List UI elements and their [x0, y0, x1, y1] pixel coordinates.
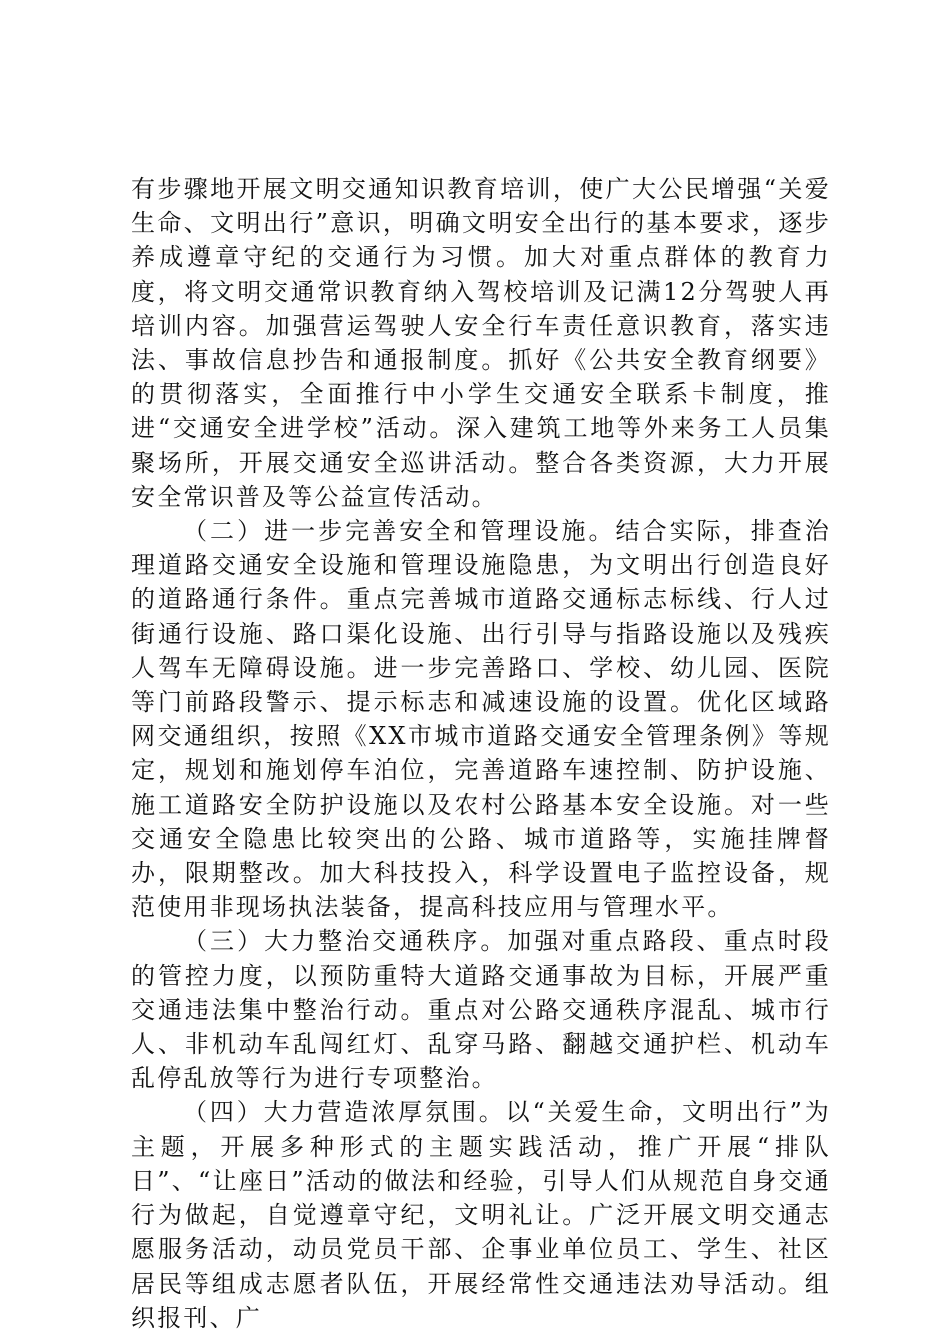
paragraph-atmosphere: （四）大力营造浓厚氛围。以“关爱生命，文明出行”为主题，开展多种形式的主题实践活动，推广开展“排队日”、“让座日”活动的做法和经验，引导人们从规范自身交通行为做起，自觉遵章守纪，文明礼让。广泛开展文明交通志愿服务活动，动员党员干部、企事业单位员工、学生、社区居民等组成志愿者队伍，开展经常性交通违法劝导活动。组织报刊、广	[131, 1098, 831, 1332]
paragraph-facilities: （二）进一步完善安全和管理设施。结合实际，排查治理道路交通安全设施和管理设施隐患，为文明出行创造良好的道路通行条件。重点完善城市道路交通标志标线、行人过街通行设施、路口渠化设施、出行引导与指路设施以及残疾人驾车无障碍设施。进一步完善路口、学校、幼儿园、医院等门前路段警示、提示标志和减速设施的设置。优化区域路网交通组织，按照《XX市城市道路交通安全管理条例》等规定，规划和施划停车泊位，完善道路车速控制、防护设施、施工道路安全防护设施以及农村公路基本安全设施。对一些交通安全隐患比较突出的公路、城市道路等，实施挂牌督办，限期整改。加大科技投入，科学设置电子监控设备，规范使用非现场执法装备，提高科技应用与管理水平。	[131, 517, 831, 922]
document-body	[131, 172, 831, 1335]
paragraph-education: 有步骤地开展文明交通知识教育培训，使广大公民增强“关爱生命、文明出行”意识，明确文明安全出行的基本要求，逐步养成遵章守纪的交通行为习惯。加大对重点群体的教育力度，将文明交通常识教育纳入驾校培训及记满12分驾驶人再培训内容。加强营运驾驶人安全行车责任意识教育，落实违法、事故信息抄告和通报制度。抓好《公共安全教育纲要》的贯彻落实，全面推行中小学生交通安全联系卡制度，推进“交通安全进学校”活动。深入建筑工地等外来务工人员集聚场所，开展交通安全巡讲活动。整合各类资源，大力开展安全常识普及等公益宣传活动。	[131, 175, 831, 511]
paragraph-traffic-order: （三）大力整治交通秩序。加强对重点路段、重点时段的管控力度，以预防重特大道路交通事故为目标，开展严重交通违法集中整治行动。重点对公路交通秩序混乱、城市行人、非机动车乱闯红灯、乱穿马路、翻越交通护栏、机动车乱停乱放等行为进行专项整治。	[131, 927, 831, 1093]
